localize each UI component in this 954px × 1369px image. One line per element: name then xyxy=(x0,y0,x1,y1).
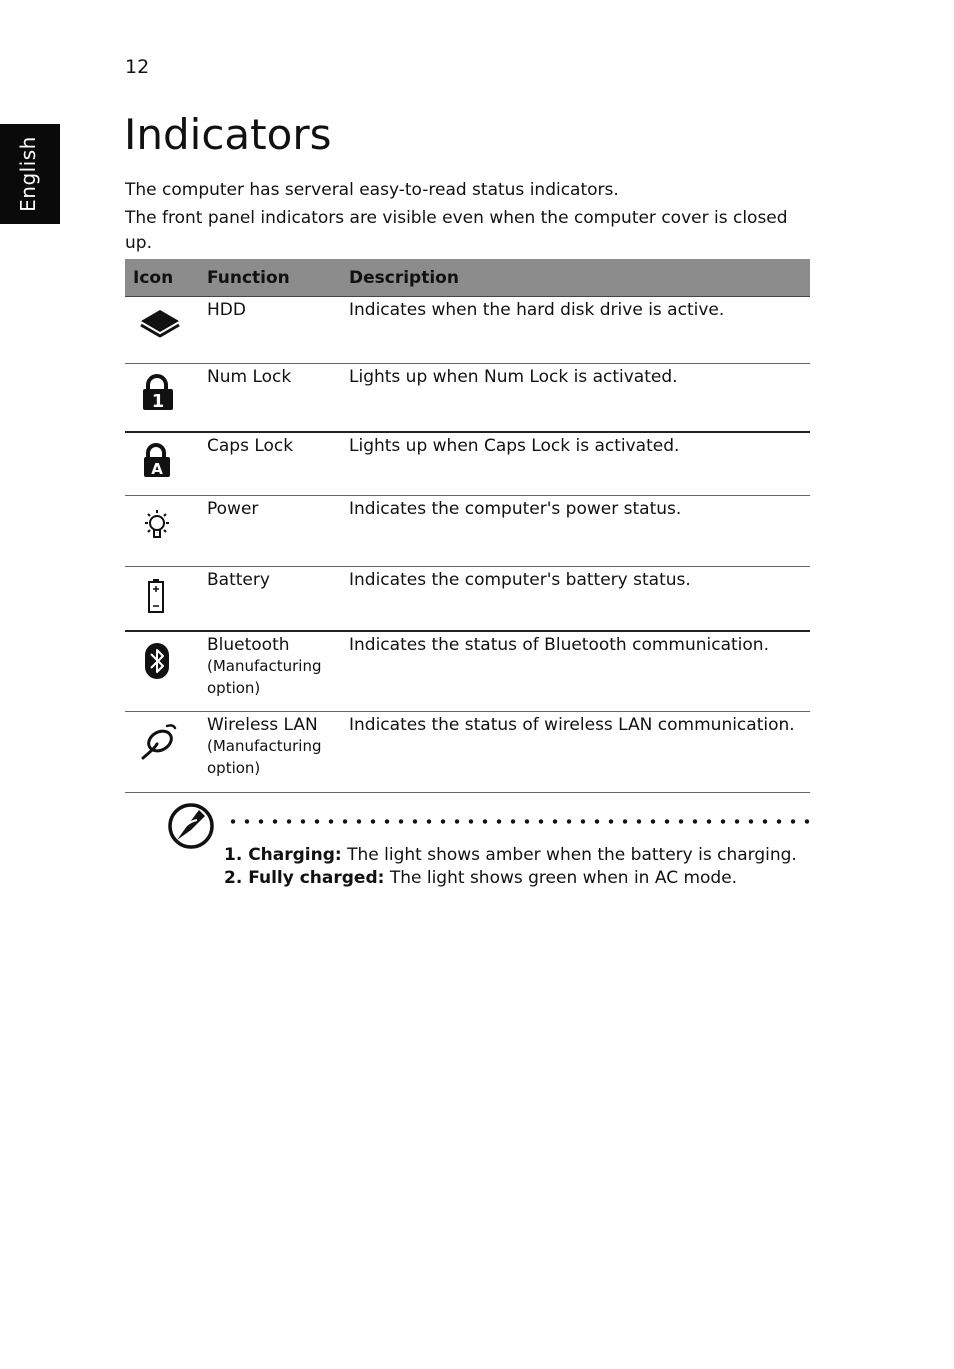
page-title: Indicators xyxy=(124,110,332,159)
row-function-note: (Manufacturing option) xyxy=(207,656,322,697)
row-function: Power xyxy=(207,499,259,519)
indicators-table xyxy=(125,259,810,793)
note-text xyxy=(224,844,797,890)
row-function: HDD xyxy=(207,300,246,320)
row-description: Lights up when Caps Lock is activated. xyxy=(349,435,680,456)
row-description: Indicates the status of Bluetooth communication. xyxy=(349,634,769,655)
row-function: Battery xyxy=(207,570,270,590)
language-side-tab xyxy=(0,124,60,224)
row-description: Indicates when the hard disk drive is active. xyxy=(349,300,725,320)
row-description: Lights up when Num Lock is activated. xyxy=(349,367,678,387)
table-row xyxy=(125,496,810,567)
intro-paragraph-1: The computer has serveral easy-to-read status indicators. xyxy=(125,180,619,200)
table-row xyxy=(125,712,810,793)
note-item-text: The light shows green when in AC mode. xyxy=(384,868,738,888)
power-icon xyxy=(125,496,207,551)
table-header-row xyxy=(125,259,810,297)
page-number: 12 xyxy=(125,56,150,78)
note-item xyxy=(224,867,797,890)
note-divider xyxy=(226,819,810,824)
row-function: Wireless LAN xyxy=(207,715,318,735)
table-row xyxy=(125,364,810,432)
note-pen-icon xyxy=(167,802,215,854)
header-function: Function xyxy=(207,259,349,297)
svg-text:1: 1 xyxy=(151,391,165,412)
table-row xyxy=(125,567,810,631)
header-description: Description xyxy=(349,259,810,297)
table-row xyxy=(125,432,810,496)
note-item-text: The light shows amber when the battery is charging. xyxy=(341,845,797,865)
row-function: Caps Lock xyxy=(207,435,294,456)
row-function-note: (Manufacturing option) xyxy=(207,737,322,777)
row-description: Indicates the status of wireless LAN communication. xyxy=(349,715,795,735)
note-item xyxy=(224,844,797,867)
battery-icon xyxy=(125,567,207,622)
num-lock-icon xyxy=(125,364,207,417)
table-row xyxy=(125,297,810,364)
hdd-icon xyxy=(125,297,207,350)
wireless-lan-icon xyxy=(125,712,207,767)
intro-paragraph-2: The front panel indicators are visible even when the computer cover is closed up. xyxy=(125,208,788,253)
svg-text:A: A xyxy=(151,459,163,478)
bluetooth-icon xyxy=(125,632,207,687)
note-item-label: 1. Charging: xyxy=(224,845,342,865)
header-icon: Icon xyxy=(125,259,207,297)
row-function: Bluetooth xyxy=(207,634,290,655)
note-item-label: 2. Fully charged: xyxy=(224,868,385,888)
row-description: Indicates the computer's battery status. xyxy=(349,570,691,590)
row-description: Indicates the computer's power status. xyxy=(349,499,682,519)
language-label: English xyxy=(16,136,40,212)
table-row xyxy=(125,631,810,712)
caps-lock-icon xyxy=(125,433,207,484)
row-function: Num Lock xyxy=(207,367,292,387)
